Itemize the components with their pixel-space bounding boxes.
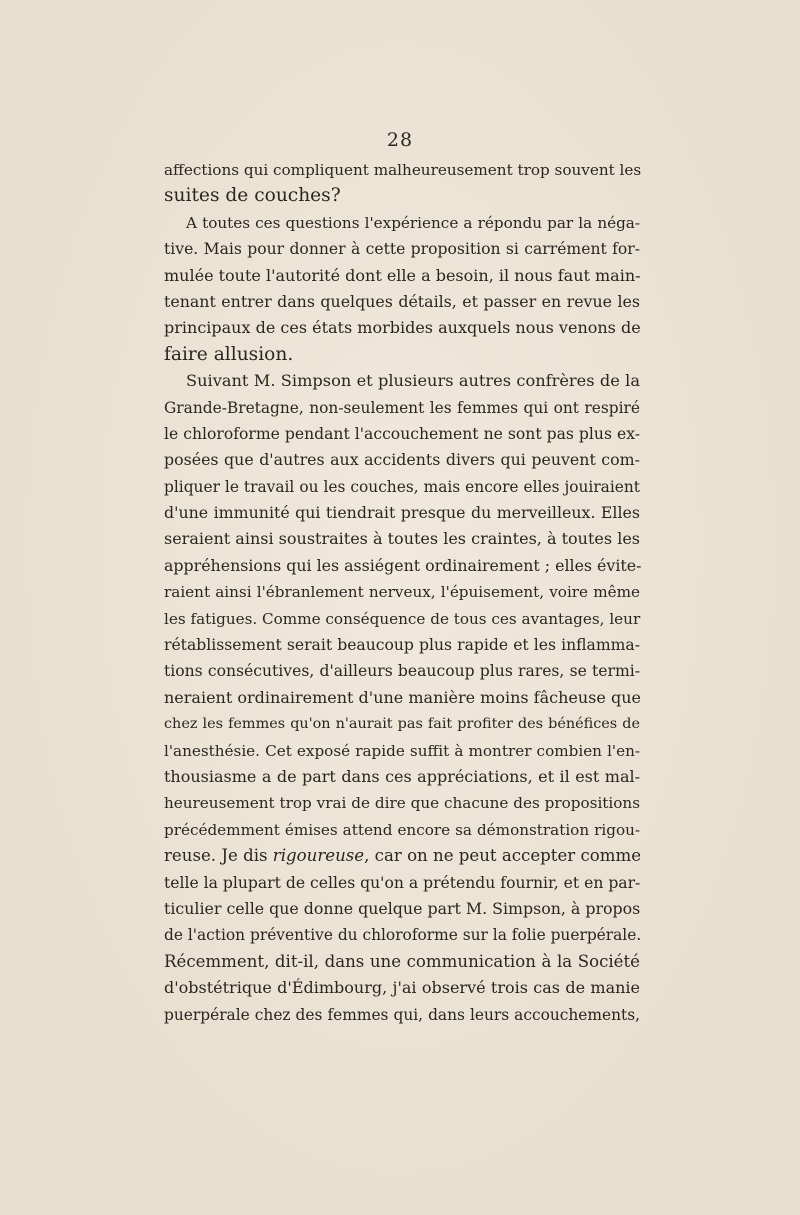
text-line: appréhensions qui les assiégent ordinairement ; elles évite- [164, 555, 642, 575]
text-line: ticulier celle que donne quelque part M. Simpson, à propos [164, 898, 641, 918]
text-line: d'obstétrique d'Édimbourg, j'ai observé trois cas de manie [164, 978, 640, 998]
text-line: d'une immunité qui tiendrait presque du merveilleux. Elles [164, 503, 640, 523]
text-line: Grande-Bretagne, non-seulement les femmes qui ont respiré [164, 398, 640, 417]
text-line: précédemment émises attend encore sa démonstration rigou- [164, 820, 640, 839]
text-line: Récemment, dit-il, dans une communication à la Société [164, 951, 640, 971]
text-line: pliquer le travail ou les couches, mais encore elles jouiraient [164, 477, 640, 496]
text-line: le chloroforme pendant l'accouchement ne sont pas plus ex- [164, 424, 640, 443]
text-line [164, 843, 640, 869]
text-line: telle la plupart de celles qu'on a prétendu fournir, et en par- [164, 873, 641, 892]
text-segment: , car on ne peut accepter comme [364, 846, 642, 866]
text-segment: reuse. Je dis [164, 846, 273, 866]
text-line: posées que d'autres aux accidents divers qui peuvent com- [164, 450, 640, 470]
text-line: raient ainsi l'ébranlement nerveux, l'épuisement, voire même [164, 583, 640, 602]
body-text [164, 157, 640, 1028]
text-line: l'anesthésie. Cet exposé rapide suffit à montrer combien l'en- [164, 741, 640, 760]
text-line: faire allusion. [164, 343, 294, 365]
text-line: A toutes ces questions l'expérience a répondu par la néga- [186, 213, 640, 232]
text-line: affections qui compliquent malheureusement trop souvent les [164, 161, 642, 179]
text-line: seraient ainsi soustraites à toutes les craintes, à toutes les [164, 529, 640, 549]
text-line: puerpérale chez des femmes qui, dans leurs accouchements, [164, 1005, 640, 1024]
text-line: tive. Mais pour donner à cette proposition si carrément for- [164, 240, 640, 259]
text-line: de l'action préventive du chloroforme sur la folie puerpérale. [164, 926, 642, 945]
text-line: neraient ordinairement d'une manière moins fâcheuse que [164, 687, 641, 707]
text-line: tenant entrer dans quelques détails, et passer en revue les [164, 291, 640, 311]
text-line: mulée toute l'autorité dont elle a besoin, il nous faut main- [164, 265, 641, 285]
italic-word: rigoureuse [272, 846, 365, 866]
text-line: tions consécutives, d'ailleurs beaucoup plus rares, se termi- [164, 662, 640, 681]
text-line: suites de couches? [164, 185, 341, 207]
text-line: les fatigues. Comme conséquence de tous ces avantages, leur [164, 609, 641, 628]
text-line: thousiasme a de part dans ces appréciations, et il est mal- [164, 766, 640, 786]
text-line: rétablissement serait beaucoup plus rapide et les inflamma- [164, 636, 640, 655]
text-line: Suivant M. Simpson et plusieurs autres confrères de la [186, 371, 640, 391]
page-number: 28 [386, 129, 414, 151]
text-line: heureusement trop vrai de dire que chacune des propositions [164, 794, 640, 813]
text-line: chez les femmes qu'on n'aurait pas fait profiter des bénéfices de [164, 716, 640, 733]
text-line: principaux de ces états morbides auxquels nous venons de [164, 318, 641, 338]
